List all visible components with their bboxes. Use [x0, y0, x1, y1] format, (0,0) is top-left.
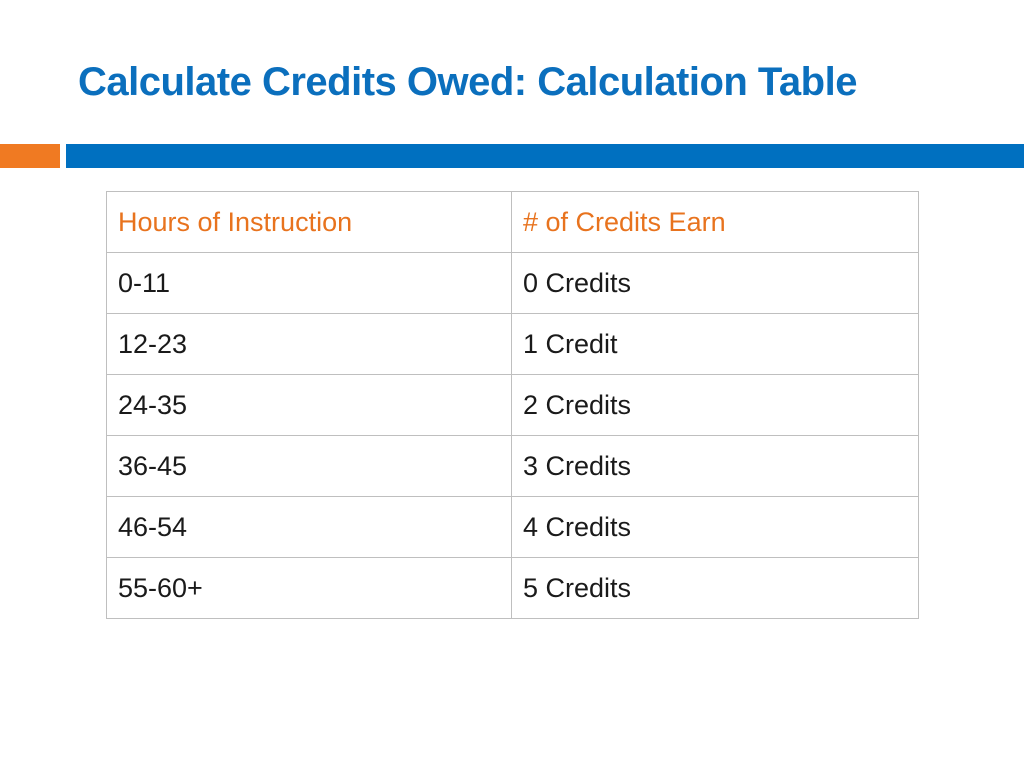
credits-cell: 0 Credits [512, 253, 919, 314]
credits-cell: 4 Credits [512, 497, 919, 558]
hours-cell: 55-60+ [107, 558, 512, 619]
table-row [107, 253, 919, 314]
calculation-table [106, 191, 919, 619]
accent-bar [0, 144, 60, 168]
header-hours: Hours of Instruction [107, 192, 512, 253]
table-row [107, 375, 919, 436]
hours-cell: 36-45 [107, 436, 512, 497]
hours-cell: 46-54 [107, 497, 512, 558]
table-row [107, 314, 919, 375]
credits-cell: 2 Credits [512, 375, 919, 436]
hours-cell: 0-11 [107, 253, 512, 314]
hours-cell: 12-23 [107, 314, 512, 375]
credits-cell: 3 Credits [512, 436, 919, 497]
title-underline-bar [66, 144, 1024, 168]
table-row [107, 497, 919, 558]
table-header-row [107, 192, 919, 253]
header-credits: # of Credits Earn [512, 192, 919, 253]
table-row [107, 436, 919, 497]
hours-cell: 24-35 [107, 375, 512, 436]
calculation-table-container [106, 191, 918, 619]
credits-cell: 5 Credits [512, 558, 919, 619]
credits-cell: 1 Credit [512, 314, 919, 375]
table-row [107, 558, 919, 619]
page-title: Calculate Credits Owed: Calculation Table [78, 60, 857, 104]
